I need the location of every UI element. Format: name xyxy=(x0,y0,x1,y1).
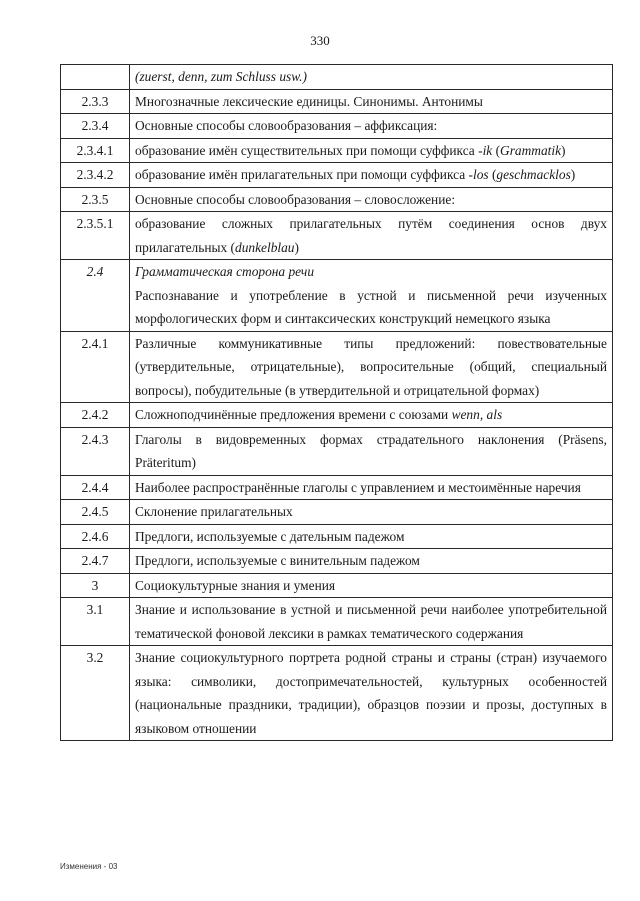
row-description xyxy=(130,163,613,188)
row-description xyxy=(130,212,613,260)
text-fragment: geschmacklos xyxy=(496,167,571,182)
text-fragment: образование имён прилагательных при помощи суффикса xyxy=(135,167,469,182)
table-row xyxy=(61,573,613,598)
table-row xyxy=(61,187,613,212)
row-description xyxy=(130,598,613,646)
row-number: 2.4.4 xyxy=(61,475,130,500)
text-fragment: Склонение прилагательных xyxy=(135,504,293,519)
row-number: 2.3.5.1 xyxy=(61,212,130,260)
row-description xyxy=(130,138,613,163)
table-row xyxy=(61,500,613,525)
row-description xyxy=(130,403,613,428)
table-row xyxy=(61,524,613,549)
text-fragment: образование сложных прилагательных путём соединения основ двух прилагательных ( xyxy=(135,216,607,255)
row-number: 2.4.3 xyxy=(61,427,130,475)
row-description xyxy=(130,89,613,114)
row-description xyxy=(130,187,613,212)
row-description xyxy=(130,475,613,500)
row-number: 3.2 xyxy=(61,646,130,741)
table-row xyxy=(61,138,613,163)
table-row xyxy=(61,331,613,403)
text-fragment: образование имён существительных при помощи суффикса xyxy=(135,142,479,158)
text-fragment: Многозначные лексические единицы. Синонимы. Антонимы xyxy=(135,93,483,109)
row-description xyxy=(130,260,613,332)
text-fragment: wenn, als xyxy=(451,407,503,422)
row-number: 2.3.4 xyxy=(61,114,130,139)
row-description xyxy=(130,65,613,90)
text-fragment: Распознавание и употребление в устной и письменной речи изученных морфологических форм и синтаксических конструкций немецкого языка xyxy=(135,287,607,326)
row-number: 2.3.4.1 xyxy=(61,138,130,163)
text-fragment: (zuerst, denn, zum Schluss usw.) xyxy=(135,69,307,84)
text-fragment: Grammatik xyxy=(500,142,562,158)
text-fragment: Знание и использование в устной и письменной речи наиболее употребительной тематической фоновой лексики в рамках тематического содержания xyxy=(135,602,607,641)
row-description xyxy=(130,427,613,475)
row-number: 2.4.2 xyxy=(61,403,130,428)
text-fragment: Социокультурные знания и умения xyxy=(135,577,336,593)
text-fragment: -ik xyxy=(478,142,493,158)
row-description xyxy=(130,646,613,741)
text-fragment: Наиболее распространённые глаголы с управлением и местоимённые наречия xyxy=(135,479,581,495)
text-fragment: ) xyxy=(561,142,566,158)
row-description xyxy=(130,331,613,403)
row-number: 3.1 xyxy=(61,598,130,646)
table-row xyxy=(61,212,613,260)
table-row xyxy=(61,89,613,114)
curriculum-table-body xyxy=(61,65,613,741)
text-fragment: Различные коммуникативные типы предложений: повествовательные (утвердительные, отрицательные), вопросительные (общий, специальный вопросы), побудительные (в утвердительной и отрицательной формах) xyxy=(135,335,607,398)
row-number: 2.4 xyxy=(61,260,130,332)
text-fragment: Сложноподчинённые предложения времени с союзами xyxy=(135,407,452,422)
row-description xyxy=(130,500,613,525)
text-fragment: Знание социокультурного портрета родной страны и страны (стран) изучаемого языка: символики, достопримечательностей, культурных особенностей (национальные праздники, традиции), образцов поэзии и прозы, доступных в языковом отношении xyxy=(135,650,607,736)
table-row xyxy=(61,114,613,139)
row-number: 2.4.5 xyxy=(61,500,130,525)
text-fragment: Основные способы словообразования – аффиксация: xyxy=(135,118,438,133)
text-fragment: ( xyxy=(492,142,501,158)
table-row xyxy=(61,427,613,475)
page-number: 330 xyxy=(310,33,330,48)
text-fragment: Основные способы словообразования – словосложение: xyxy=(135,191,456,207)
row-number: 2.4.7 xyxy=(61,549,130,574)
curriculum-table xyxy=(60,64,613,741)
row-number: 2.3.4.2 xyxy=(61,163,130,188)
row-number: 2.4.6 xyxy=(61,524,130,549)
row-number: 2.4.1 xyxy=(61,331,130,403)
section-heading: Грамматическая сторона речи xyxy=(135,264,315,279)
table-row xyxy=(61,403,613,428)
text-fragment: Предлоги, используемые с дательным падежом xyxy=(135,528,405,544)
table-row xyxy=(61,260,613,332)
text-fragment: ) xyxy=(294,239,299,255)
row-description xyxy=(130,114,613,139)
table-row xyxy=(61,475,613,500)
footer-revision: Изменения - 03 xyxy=(60,862,118,871)
text-fragment: Глаголы в видовременных формах страдательного наклонения (Präsens, Präteritum) xyxy=(135,431,607,470)
table-row xyxy=(61,163,613,188)
row-description xyxy=(130,549,613,574)
row-number: 2.3.5 xyxy=(61,187,130,212)
row-number: 3 xyxy=(61,573,130,598)
row-description xyxy=(130,573,613,598)
text-fragment: -los xyxy=(468,167,489,182)
table-row xyxy=(61,598,613,646)
text-fragment: Предлоги, используемые с винительным падежом xyxy=(135,553,420,568)
text-fragment: dunkelblau xyxy=(235,239,295,255)
row-number xyxy=(61,65,130,90)
row-description xyxy=(130,524,613,549)
table-row xyxy=(61,549,613,574)
row-number: 2.3.3 xyxy=(61,89,130,114)
table-row xyxy=(61,65,613,90)
text-fragment: ( xyxy=(488,167,497,182)
table-row xyxy=(61,646,613,741)
text-fragment: ) xyxy=(570,167,576,182)
